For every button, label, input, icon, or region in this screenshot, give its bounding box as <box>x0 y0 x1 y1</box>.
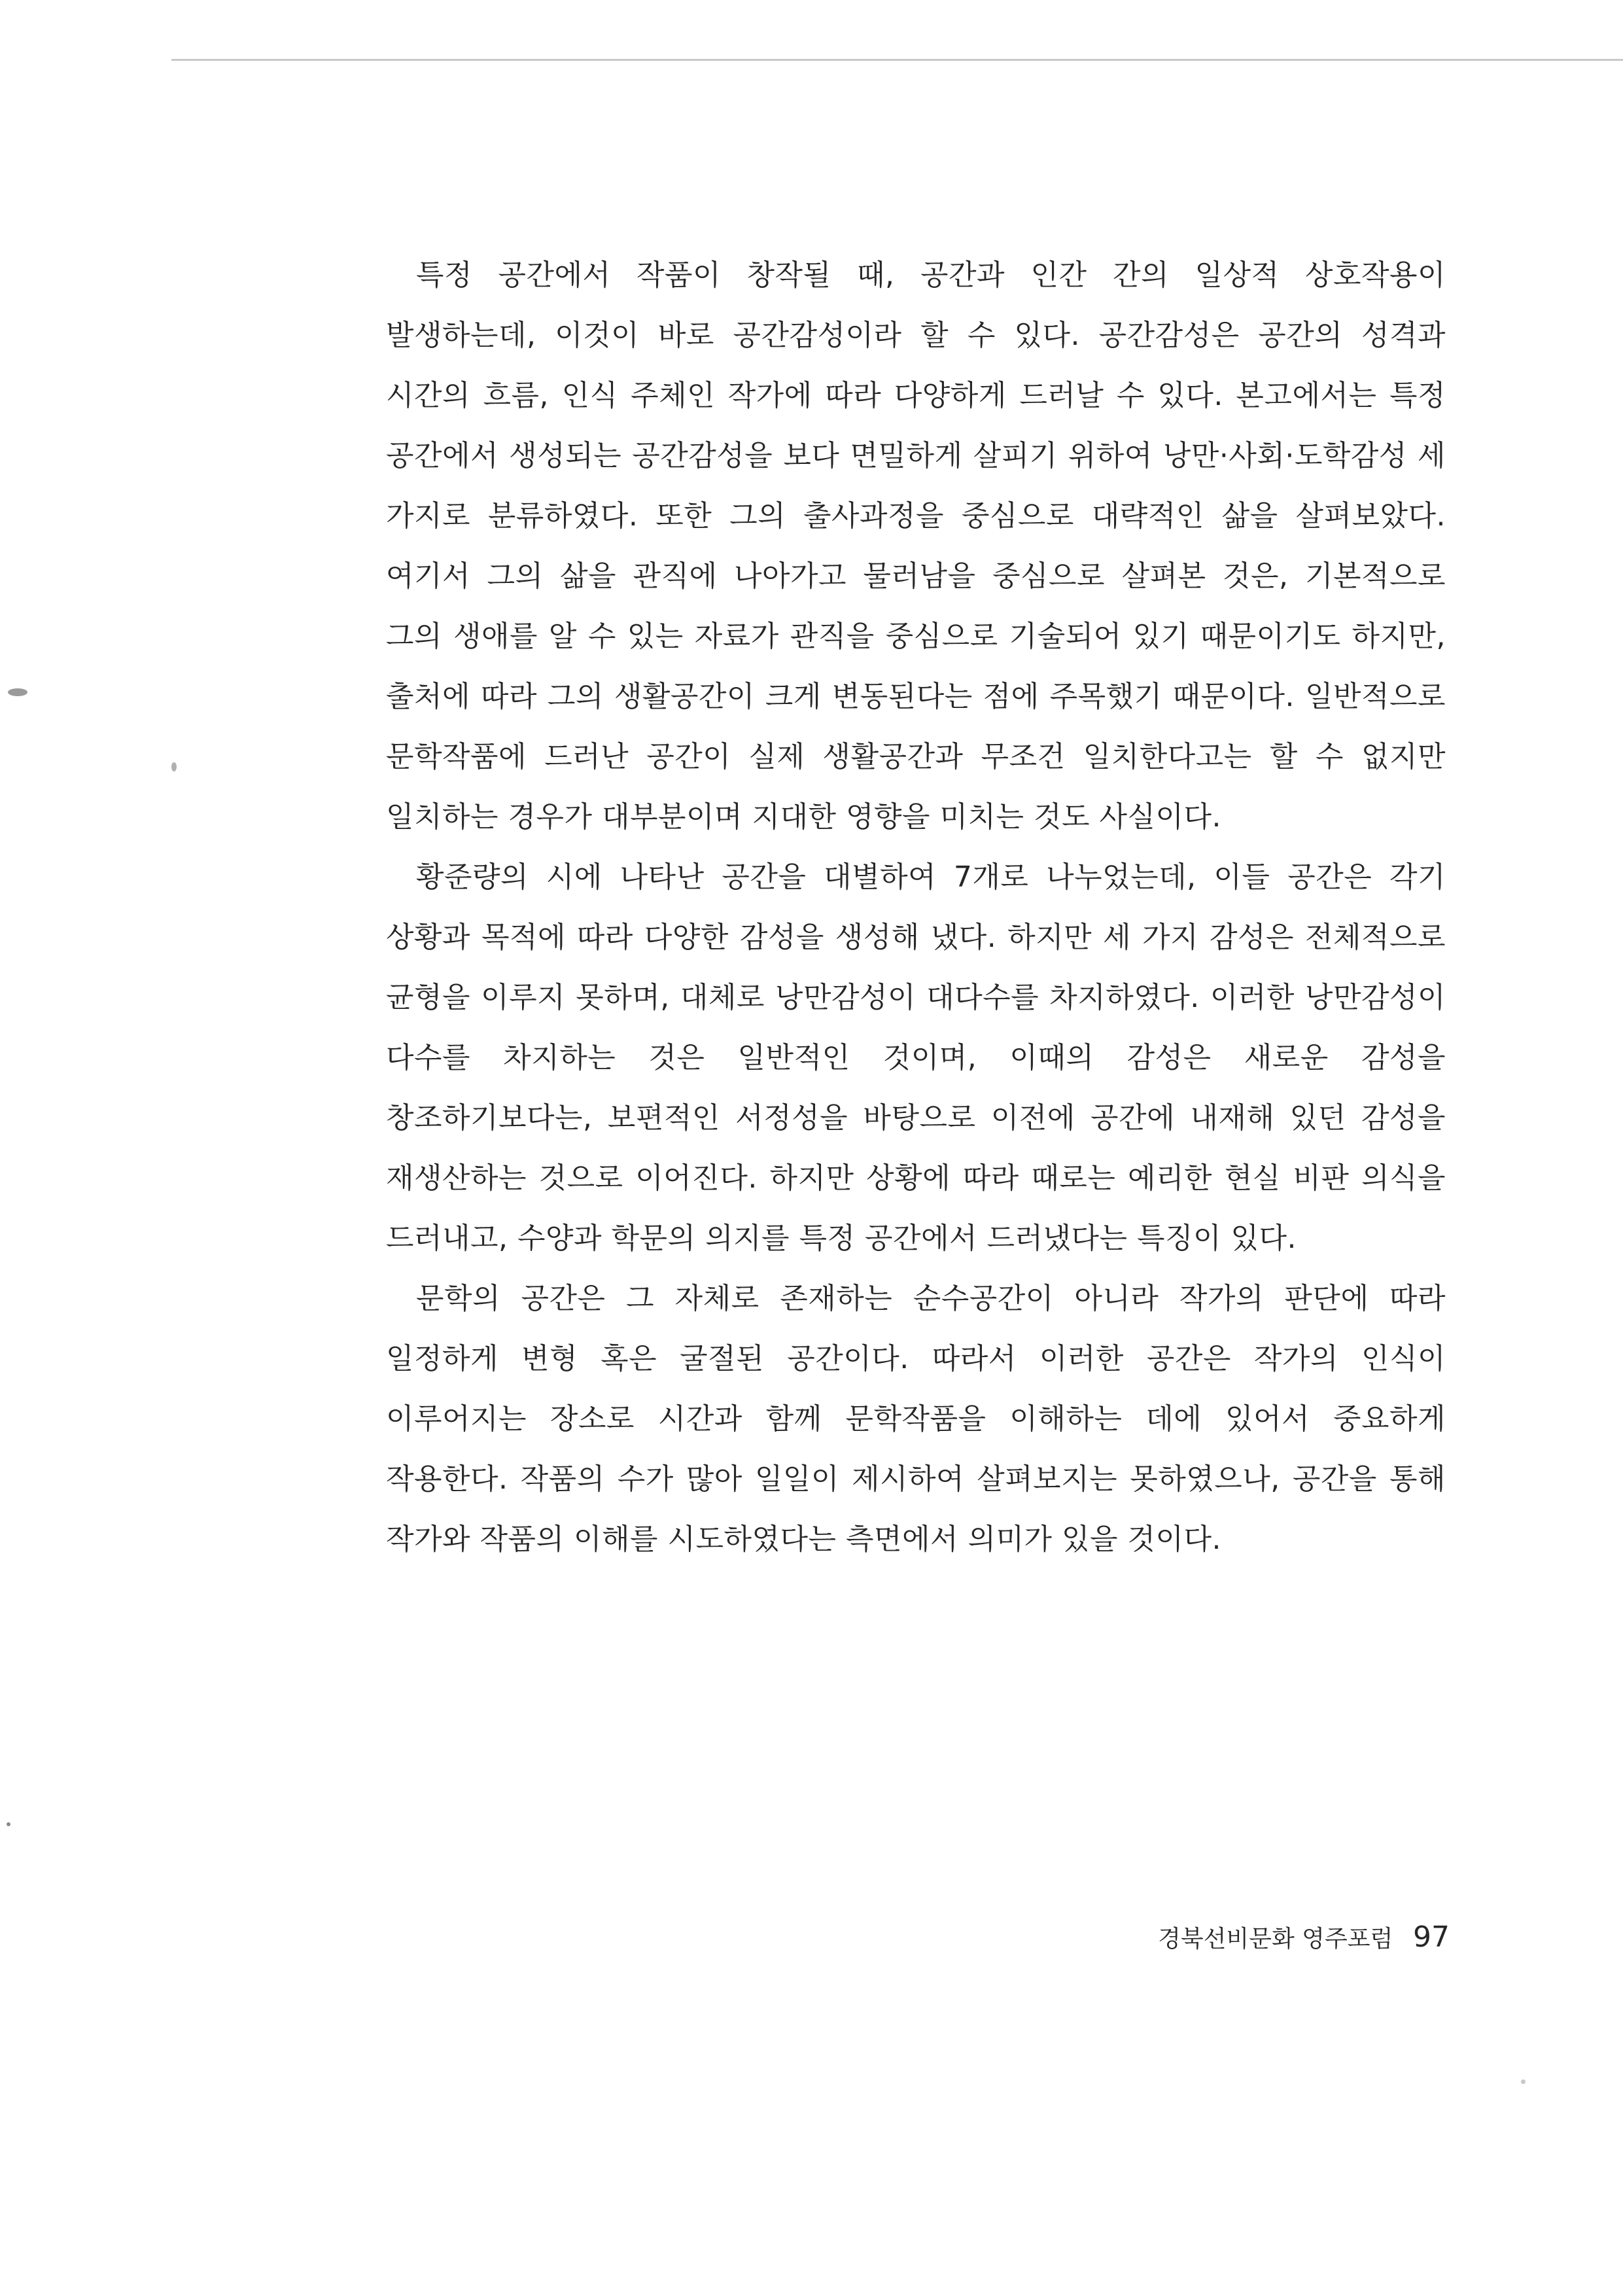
journal-title: 경북선비문화 영주포럼 <box>1158 1926 1393 1952</box>
header-rule <box>171 59 1623 61</box>
body-text <box>386 245 1446 1570</box>
page-number: 97 <box>1413 1920 1450 1954</box>
paragraph-1: 특정 공간에서 작품이 창작될 때, 공간과 인간 간의 일상적 상호작용이 발생하는데, 이것이 바로 공간감성이라 할 수 있다. 공간감성은 공간의 성격과 시간의 흐름, 인식 주체인 작가에 따라 다양하게 드러날 수 있다. 본고에서는 특정 공간에서 생성되는 공간감성을 보다 면밀하게 살피기 위하여 낭만·사회·도학감성 세 가지로 분류하였다. 또한 그의 출사과정을 중심으로 대략적인 삶을 살펴보았다. 여기서 그의 삶을 관직에 나아가고 물러남을 중심으로 살펴본 것은, 기본적으로 그의 생애를 알 수 있는 자료가 관직을 중심으로 기술되어 있기 때문이기도 하지만, 출처에 따라 그의 생활공간이 크게 변동된다는 점에 주목했기 때문이다. 일반적으로 문학작품에 드러난 공간이 실제 생활공간과 무조건 일치한다고는 할 수 없지만 일치하는 경우가 대부분이며 지대한 영향을 미치는 것도 사실이다. <box>386 258 1446 834</box>
paragraph-2: 황준량의 시에 나타난 공간을 대별하여 7개로 나누었는데, 이들 공간은 각기 상황과 목적에 따라 다양한 감성을 생성해 냈다. 하지만 세 가지 감성은 전체적으로 균형을 이루지 못하며, 대체로 낭만감성이 대다수를 차지하였다. 이러한 낭만감성이 다수를 차지하는 것은 일반적인 것이며, 이때의 감성은 새로운 감성을 창조하기보다는, 보편적인 서정성을 바탕으로 이전에 공간에 내재해 있던 감성을 재생산하는 것으로 이어진다. 하지만 상황에 따라 때로는 예리한 현실 비판 의식을 드러내고, 수양과 학문의 의지를 특정 공간에서 드러냈다는 특징이 있다. <box>386 860 1446 1255</box>
scan-speck <box>7 1822 10 1826</box>
paragraph-3: 문학의 공간은 그 자체로 존재하는 순수공간이 아니라 작가의 판단에 따라 일정하게 변형 혹은 굴절된 공간이다. 따라서 이러한 공간은 작가의 인식이 이루어지는 장소로 시간과 함께 문학작품을 이해하는 데에 있어서 중요하게 작용한다. 작품의 수가 많아 일일이 제시하여 살펴보지는 못하였으나, 공간을 통해 작가와 작품의 이해를 시도하였다는 측면에서 의미가 있을 것이다. <box>386 1282 1446 1556</box>
scan-speck <box>171 762 177 771</box>
page-footer <box>1158 1920 1450 1954</box>
scan-speck <box>1521 2079 1526 2084</box>
scan-speck <box>8 688 27 696</box>
